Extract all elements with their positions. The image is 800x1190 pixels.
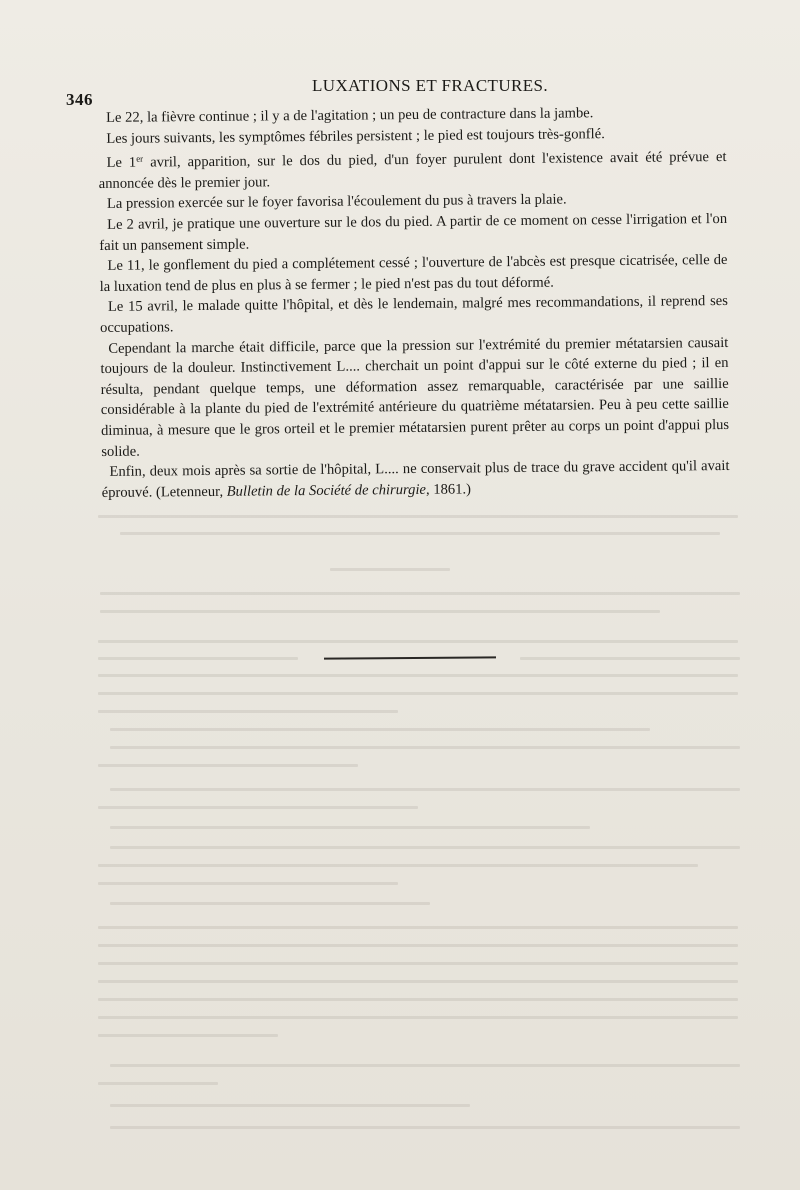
paragraph-1: Le 22, la fièvre continue ; il y a de l'agitation ; un peu de contracture dans la jambe. bbox=[106, 105, 594, 126]
paragraph-3-rest: avril, apparition, sur le dos du pied, d'un foyer purulent dont l'existence avait été prévue et annoncée dès le premier jour. bbox=[98, 149, 727, 192]
paragraph-3 bbox=[98, 143, 726, 194]
paragraph-7: Le 15 avril, le malade quitte l'hôpital, et dès le lendemain, malgré mes recommandations, il reprend ses occupations. bbox=[100, 293, 728, 336]
page-header bbox=[0, 74, 800, 109]
page-number: 346 bbox=[66, 90, 93, 109]
running-title: LUXATIONS ET FRACTURES. bbox=[312, 76, 549, 95]
paragraph-8: Cependant la marche était difficile, parce que la pression sur l'extrémité du premier métatarsien causait toujours de la douleur. Instinctivement L.... cherchait un point d'appui sur le côté externe du pied ; il en résulta, pendant quelque temps, une déformation assez remarquable, caractérisée par une saillie considérable à la plante du pied de l'extrémité antérieure du quatrième métatarsien. Peu à peu cette saillie diminua, à mesure que le gros orteil et le premier métatarsien purent prêter au corps un point d'appui plus solide. bbox=[100, 334, 730, 460]
body-text bbox=[98, 102, 730, 503]
paragraph-9-start: Enfin, deux mois après sa sortie de l'hôpital, L.... ne conservait plus de trace du grave accident qu'il avait éprouvé. (Letenneur, bbox=[101, 458, 730, 501]
paragraph-6: Le 11, le gonflement du pied a complétement cessé ; l'ouverture de l'abcès est presque cicatrisée, celle de la luxation tend de plus en plus à se fermer ; le pied n'est pas du tout déformé. bbox=[99, 252, 728, 295]
paragraph-4: La pression exercée sur le foyer favorisa l'écoulement du pus à travers la plaie. bbox=[106, 191, 567, 213]
ordinal-superscript: er bbox=[136, 153, 144, 164]
journal-title: Bulletin de la Société de chirurgie bbox=[226, 481, 427, 500]
paragraph-9-end: , 1861.) bbox=[425, 481, 472, 498]
paragraph-5: Le 2 avril, je pratique une ouverture sur le dos du pied. A partir de ce moment on cesse l'irrigation et l'on fait un pansement simple. bbox=[99, 210, 728, 254]
paragraph-3-start: Le 1 bbox=[106, 154, 137, 172]
paragraph-9 bbox=[101, 456, 729, 503]
section-divider-rule bbox=[324, 656, 496, 659]
paragraph-2: Les jours suivants, les symptômes fébriles persistent ; le pied est toujours très-gonflé. bbox=[106, 125, 605, 147]
